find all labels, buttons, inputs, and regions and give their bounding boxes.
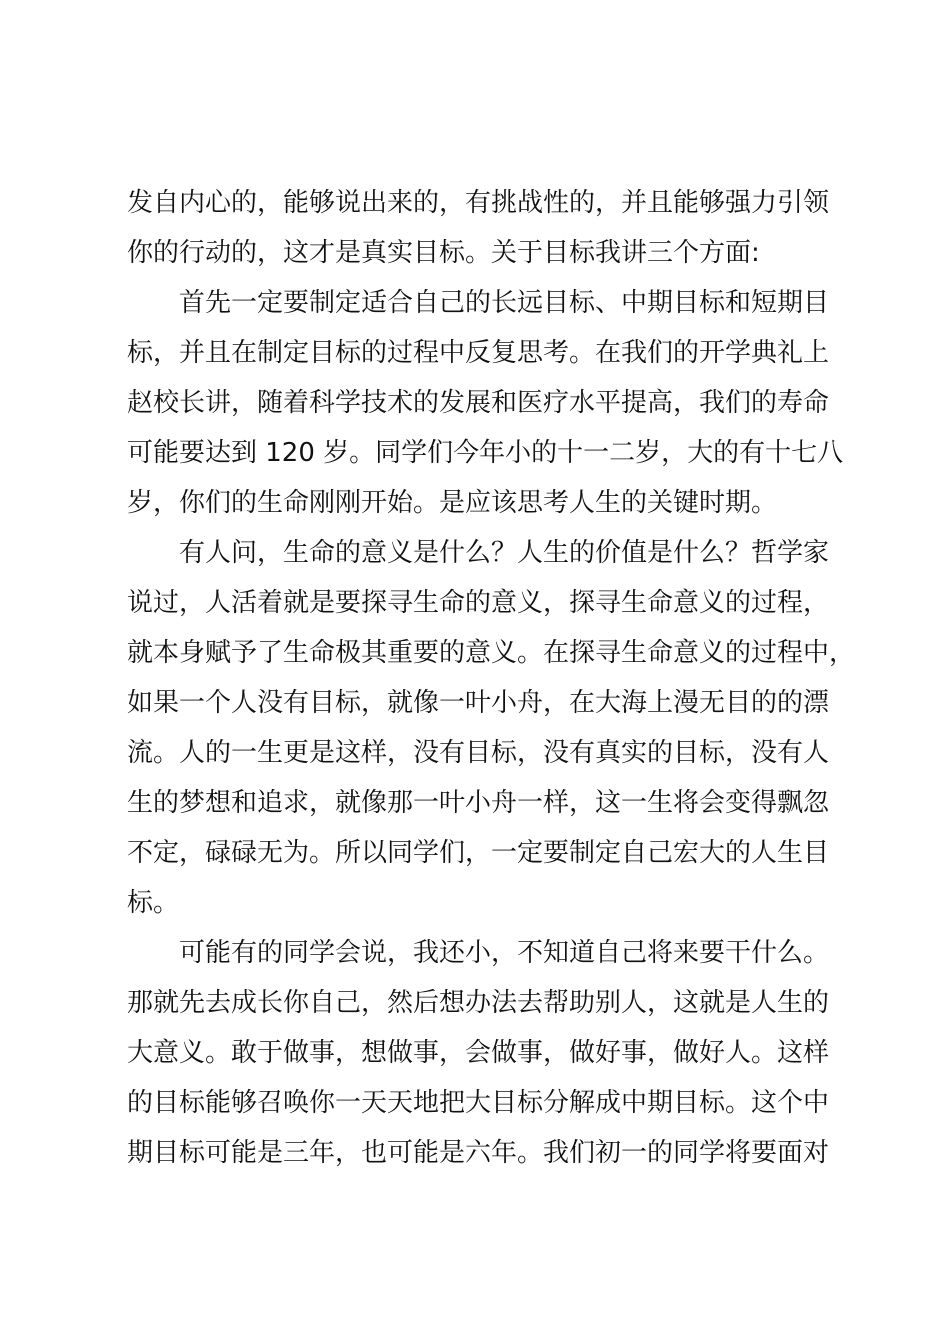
paragraph-3	[127, 528, 856, 928]
text-line: 那就先去成长你自己，然后想办法去帮助别人，这就是人生的	[127, 988, 830, 1018]
text-line: 流。人的一生更是这样，没有目标，没有真实的目标，没有人	[127, 738, 830, 768]
text-line: 你的行动的，这才是真实目标。关于目标我讲三个方面:	[127, 238, 760, 268]
text-line: 大意义。敢于做事，想做事，会做事，做好事，做好人。这样	[127, 1038, 830, 1068]
text-line: 发自内心的，能够说出来的，有挑战性的，并且能够强力引领	[127, 188, 830, 218]
text-line: 的目标能够召唤你一天天地把大目标分解成中期目标。这个中	[127, 1088, 830, 1118]
text-line: 标，并且在制定目标的过程中反复思考。在我们的开学典礼上	[127, 338, 830, 368]
text-line: 有人问，生命的意义是什么？人生的价值是什么？哲学家	[179, 538, 830, 568]
text-line: 生的梦想和追求，就像那一叶小舟一样，这一生将会变得飘忽	[127, 788, 830, 818]
text-line: 可能有的同学会说，我还小，不知道自己将来要干什么。	[179, 938, 830, 968]
text-line: 岁，你们的生命刚刚开始。是应该思考人生的关键时期。	[127, 488, 778, 518]
text-line: 期目标可能是三年，也可能是六年。我们初一的同学将要面对	[127, 1138, 830, 1168]
text-line: 赵校长讲，随着科学技术的发展和医疗水平提高，我们的寿命	[127, 388, 830, 418]
paragraph-4	[127, 928, 837, 1178]
text-line: 如果一个人没有目标，就像一叶小舟，在大海上漫无目的的漂	[127, 688, 830, 718]
text-line: 首先一定要制定适合自己的长远目标、中期目标和短期目	[179, 288, 830, 318]
document-body	[127, 178, 856, 1178]
text-line: 标。	[127, 888, 180, 918]
text-line: 说过，人活着就是要探寻生命的意义，探寻生命意义的过程，	[127, 588, 830, 618]
paragraph-2	[127, 278, 844, 528]
text-line: 可能要达到 120 岁。同学们今年小的十一二岁，大的有十七八	[127, 438, 844, 468]
text-line: 不定，碌碌无为。所以同学们，一定要制定自己宏大的人生目	[127, 838, 830, 868]
paragraph-1	[127, 178, 837, 278]
text-line: 就本身赋予了生命极其重要的意义。在探寻生命意义的过程中，	[127, 638, 856, 668]
